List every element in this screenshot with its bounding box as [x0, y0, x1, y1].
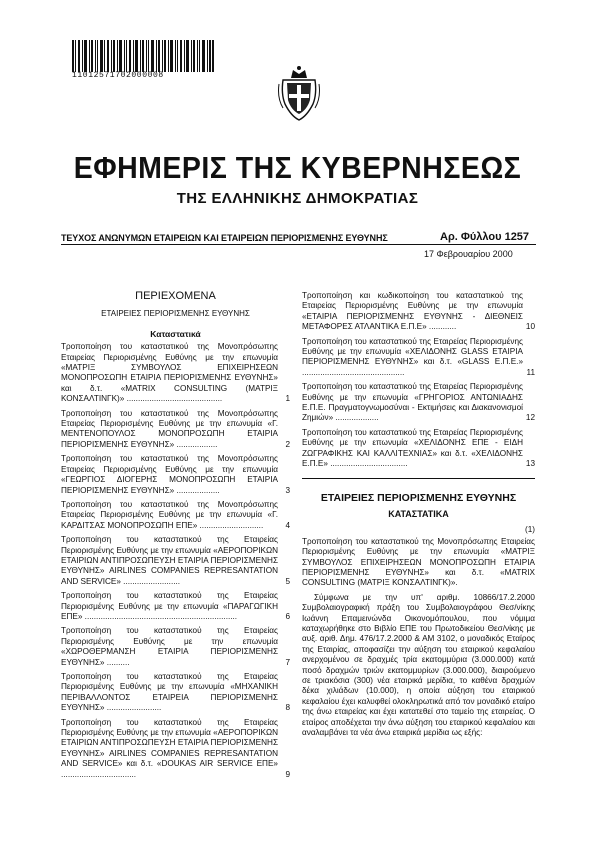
barcode	[72, 40, 214, 72]
toc-subheading: ΕΤΑΙΡΕΙΕΣ ΠΕΡΙΟΡΙΣΜΕΝΗΣ ΕΥΘΥΝΗΣ	[101, 309, 250, 319]
toc-entry-text: Τροποποίηση του καταστατικού της Εταιρείας Περιορισμένης Ευθύνης με την επωνυμία «ΧΕΛΙΔΟΝΗΣ ΕΠΕ - ΕΙΔΗ ΖΩΓΡΑΦΙΚΗΣ ΚΑΙ ΚΑΛΛΙΤΕΧΝΙΑΣ» και δ.τ. «ΧΕΛΙΔΟΝΗΣ Ε.Π.Ε» ..................................	[302, 427, 523, 469]
toc-entry-text: Τροποποίηση του καταστατικού της Μονοπρόσωπης Εταιρείας Περιορισμένης Ευθύνης με την επωνυμία «ΓΕΩΡΓΙΟΣ ΔΙΟΓΕΡΗΣ ΜΟΝΟΠΡΟΣΩΠΗ ΕΤΑΙΡΙΑ ΠΕΡΙΟΡΙΣΜΕΝΗΣ ΕΥΘΥΝΗΣ» ...................	[61, 454, 278, 495]
toc-entry[interactable]	[61, 500, 290, 531]
toc-entry-page: 13	[525, 459, 535, 469]
toc-column-left	[61, 291, 290, 784]
issue-type: ΤΕΥΧΟΣ ΑΝΩΝΥΜΩΝ ΕΤΑΙΡΕΙΩΝ ΚΑΙ ΕΤΑΙΡΕΙΩΝ ΠΕΡΙΟΡΙΣΜΕΝΗΣ ΕΥΘΥΝΗΣ	[61, 233, 388, 243]
toc-entry[interactable]	[61, 672, 290, 714]
header-rule	[61, 244, 536, 245]
toc-entry-page: 5	[285, 576, 290, 586]
sheet-number: Αρ. Φύλλου 1257	[440, 231, 530, 243]
section-rule	[302, 478, 535, 479]
section-heading: ΕΤΑΙΡΕΙΕΣ ΠΕΡΙΟΡΙΣΜΕΝΗΣ ΕΥΘΥΝΗΣ	[320, 491, 517, 504]
toc-entry-text: Τροποποίηση και κωδικοποίηση του καταστατικού της Εταιρείας Περιορισμένης Ευθύνης με την επωνυμία «ΕΤΑΙΡΙΑ ΠΕΡΙΟΡΙΣΜΕΝΗΣ ΕΥΘΥΝΗΣ - ΔΙΕΘΝΕΙΣ ΜΕΤΑΦΟΡΕΣ ΑΤΛΑΝΤΙΚΑ Ε.Π.Ε» ............	[302, 291, 523, 332]
toc-entry-page: 9	[285, 769, 290, 779]
toc-entry[interactable]	[302, 337, 535, 379]
section-category: ΚΑΤΑΣΤΑΤΙΚΑ	[388, 508, 449, 519]
content-column-right	[302, 291, 535, 742]
toc-entry-page: 7	[285, 657, 290, 667]
toc-entry[interactable]	[61, 718, 290, 780]
greek-coat-of-arms-emblem	[277, 64, 321, 122]
toc-entry-page: 1	[285, 394, 290, 404]
toc-entry-page: 2	[285, 439, 290, 449]
barcode-number: 11012571702000008	[72, 71, 164, 80]
toc-entry[interactable]	[61, 626, 290, 668]
toc-entry[interactable]	[302, 382, 535, 424]
toc-entry-text: Τροποποίηση του καταστατικού της Μονοπρόσωπης Εταιρείας Περιορισμένης Ευθύνης με την επωνυμία «Γ. ΜΕΝΤΕΝΟΠΟΥΛΟΣ ΜΟΝΟΠΡΟΣΩΠΗ ΕΤΑΙΡΙΑ ΠΕΡΙΟΡΙΣΜΕΝΗΣ ΕΥΘΥΝΗΣ» ..................	[61, 408, 278, 449]
toc-entry-text: Τροποποίηση του καταστατικού της Εταιρείας Περιορισμένης Ευθύνης με την επωνυμία «ΓΡΗΓΟΡΙΟΣ ΑΝΤΩΝΙΑΔΗΣ Ε.Π.Ε. Πραγματογνωμοσύναι - Εκτιμήσεις και Διακανονισμοί Ζημιών» ...................	[302, 382, 523, 423]
toc-entry[interactable]	[61, 454, 290, 496]
toc-entry[interactable]	[61, 535, 290, 587]
toc-entry-page: 8	[285, 703, 290, 713]
toc-entry-text: Τροποποίηση του καταστατικού της Μονοπρόσωπης Εταιρείας Περιορισμένης Ευθύνης με την επωνυμία «ΜΑΤΡΙΞ ΣΥΜΒΟΥΛΟΣ ΕΠΙΧΕΙΡΗΣΕΩΝ ΜΟΝΟΠΡΟΣΩΠΗ ΕΤΑΙΡΙΑ ΠΕΡΙΟΡΙΣΜΕΝΗΣ ΕΥΘΥΝΗΣ» και δ.τ. «MATRIX CONSULTING (ΜΑΤΡΙΞ ΚΟΝΣΑΛΤΙΝΓΚ)» ..........................................	[61, 342, 278, 404]
toc-entry-text: Τροποποίηση του καταστατικού της Μονοπρόσωπης Εταιρείας Περιορισμένης Ευθύνης με την επωνυμία «Γ. ΚΑΡΔΙΤΣΑΣ ΜΟΝΟΠΡΟΣΩΠΗ ΕΠΕ» ............................	[61, 499, 278, 530]
toc-entry-page: 10	[525, 322, 535, 332]
gazette-title: ΕΦΗΜΕΡΙΣ ΤΗΣ ΚΥΒΕΡΝΗΣΕΩΣ	[73, 150, 522, 185]
toc-heading: ΠΕΡΙΕΧΟΜΕΝΑ	[135, 290, 216, 302]
toc-entry-page: 11	[526, 367, 535, 377]
toc-entry[interactable]	[61, 342, 290, 404]
toc-entry-text: Τροποποίηση του καταστατικού της Εταιρείας Περιορισμένης Ευθύνης με την επωνυμία «ΧΕΛΙΔΟΝΗΣ GLASS ΕΤΑΙΡΙΑ ΠΕΡΙΟΡΙΣΜΕΝΗΣ ΕΥΘΥΝΗΣ» και δ.τ. «GLASS Ε.Π.Ε.» .............................................	[302, 336, 523, 377]
toc-entry-text: Τροποποίηση του καταστατικού της Εταιρείας Περιορισμένης Ευθύνης με την επωνυμία «ΜΗΧΑΝΙΚΗ ΠΕΡΙΒΑΛΛΟΝΤΟΣ ΕΤΑΙΡΕΙΑ ΠΕΡΙΟΡΙΣΜΕΝΗΣ ΕΥΘΥΝΗΣ» ........................	[61, 672, 278, 713]
toc-entry-text: Τροποποίηση του καταστατικού της Εταιρείας Περιορισμένης Ευθύνης με την επωνυμία «ΠΑΡΑΓΩΓΙΚΗ ΕΠΕ» ...................................................................	[61, 591, 278, 621]
toc-entry[interactable]	[61, 591, 290, 622]
toc-entry-page: 4	[285, 520, 290, 530]
toc-entry-text: Τροποποίηση του καταστατικού της Εταιρείας Περιορισμένης Ευθύνης με την επωνυμία «ΑΕΡΟΠΟΡΙΚΩΝ ΕΤΑΙΡΙΩΝ ΑΝΤΙΠΡΟΣΩΠΕΥΣΗ ΕΤΑΙΡΙΑ ΠΕΡΙΟΡΙΣΜΕΝΗΣ ΕΥΘΥΝΗΣ» AIRLINES COMPANIES REPRESANTATION AND SERVICE» .........................	[61, 535, 278, 586]
toc-category: Καταστατικά	[150, 328, 201, 339]
item-number: (1)	[524, 525, 535, 535]
item-body: Σύμφωνα με την υπ' αριθμ. 10866/17.2.2000 Συμβολαιογραφική πράξη του Συμβολαιογράφου Θεσ/νίκης Ιωάννη Επαμεινώνδα Οικονομόπουλου, που νόμιμα καταχωρήθηκε στο Βιβλίο ΕΠΕ του Πρωτοδικείου Θεσ/νίκης με αυξ. αριθ. Δημ. 476/17.2.2000 & ΑΜ 3102, ο μοναδικός Εταίρος της Εταιρίας, αποφασίζει την αύξηση του εταιρικού κεφαλαίου ανερχομένου σε δραχμές τρία εκατομμύρια (3.000.000) κατά ποσό δραχμών τριών εκατομμυρίων (3.000.000), διαιρούμενο σε τριακόσια (300) νέα εταιρικά μερίδια, το καθένα δραχμών δέκα χιλιάδων (10.000), η οποία αύξηση του εταιρικού κεφαλαίου έχει καλυφθεί ολοκληρωτικά από τον μοναδικό εταίρο της άνω εταιρείας και έχει κατατεθεί στο ταμείο της εταιρείας. Ο εταίρος αποδέχεται την άνω αύξηση του εταιρικού κεφαλαίου και αναλαμβάνει τα νέα άνω εταιρικά μερίδια ως εξής:	[302, 592, 535, 738]
issue-date: 17 Φεβρουαρίου 2000	[424, 249, 513, 259]
toc-entry-page: 6	[285, 611, 290, 621]
toc-entry[interactable]	[61, 409, 290, 451]
gazette-subtitle: ΤΗΣ ΕΛΛΗΝΙΚΗΣ ΔΗΜΟΚΡΑΤΙΑΣ	[176, 190, 419, 207]
toc-entry[interactable]	[302, 291, 535, 333]
toc-entry[interactable]	[302, 428, 535, 470]
toc-entry-page: 3	[285, 485, 290, 495]
toc-entry-text: Τροποποίηση του καταστατικού της Εταιρείας Περιορισμένης Ευθύνης με την επωνυμία «ΧΩΡΟΘΕΡΜΑΝΣΗ ΕΤΑΙΡΙΑ ΠΕΡΙΟΡΙΣΜΕΝΗΣ ΕΥΘΥΝΗΣ» ..........	[61, 626, 278, 667]
toc-entry-text: Τροποποίηση του καταστατικού της Εταιρείας Περιορισμένης Ευθύνης με την επωνυμία «ΑΕΡΟΠΟΡΙΚΩΝ ΕΤΑΙΡΙΩΝ ΑΝΤΙΠΡΟΣΩΠΕΥΣΗ ΕΤΑΙΡΙΑ ΠΕΡΙΟΡΙΣΜΕΝΗΣ ΕΥΘΥΝΗΣ» AIRLINES COMPANIES REPRESANTATION AND SERVICE» και δ.τ. «DOUKAS AIR SERVICE ΕΠΕ» .................................	[61, 717, 278, 779]
toc-entry-page: 12	[525, 413, 535, 423]
item-intro: Τροποποίηση του καταστατικού της Μονοπρόσωπης Εταιρείας Περιορισμένης Ευθύνης με την επωνυμία «ΜΑΤΡΙΞ ΣΥΜΒΟΥΛΟΣ ΕΠΙΧΕΙΡΗΣΕΩΝ ΜΟΝΟΠΡΟΣΩΠΗ ΕΤΑΙΡΙΑ ΠΕΡΙΟΡΙΣΜΕΝΗΣ ΕΥΘΥΝΗΣ» και δ.τ. «MATRIX CONSULTING (ΜΑΤΡΙΞ ΚΟΝΣΑΛΤΙΝΓΚ)».	[302, 536, 535, 588]
